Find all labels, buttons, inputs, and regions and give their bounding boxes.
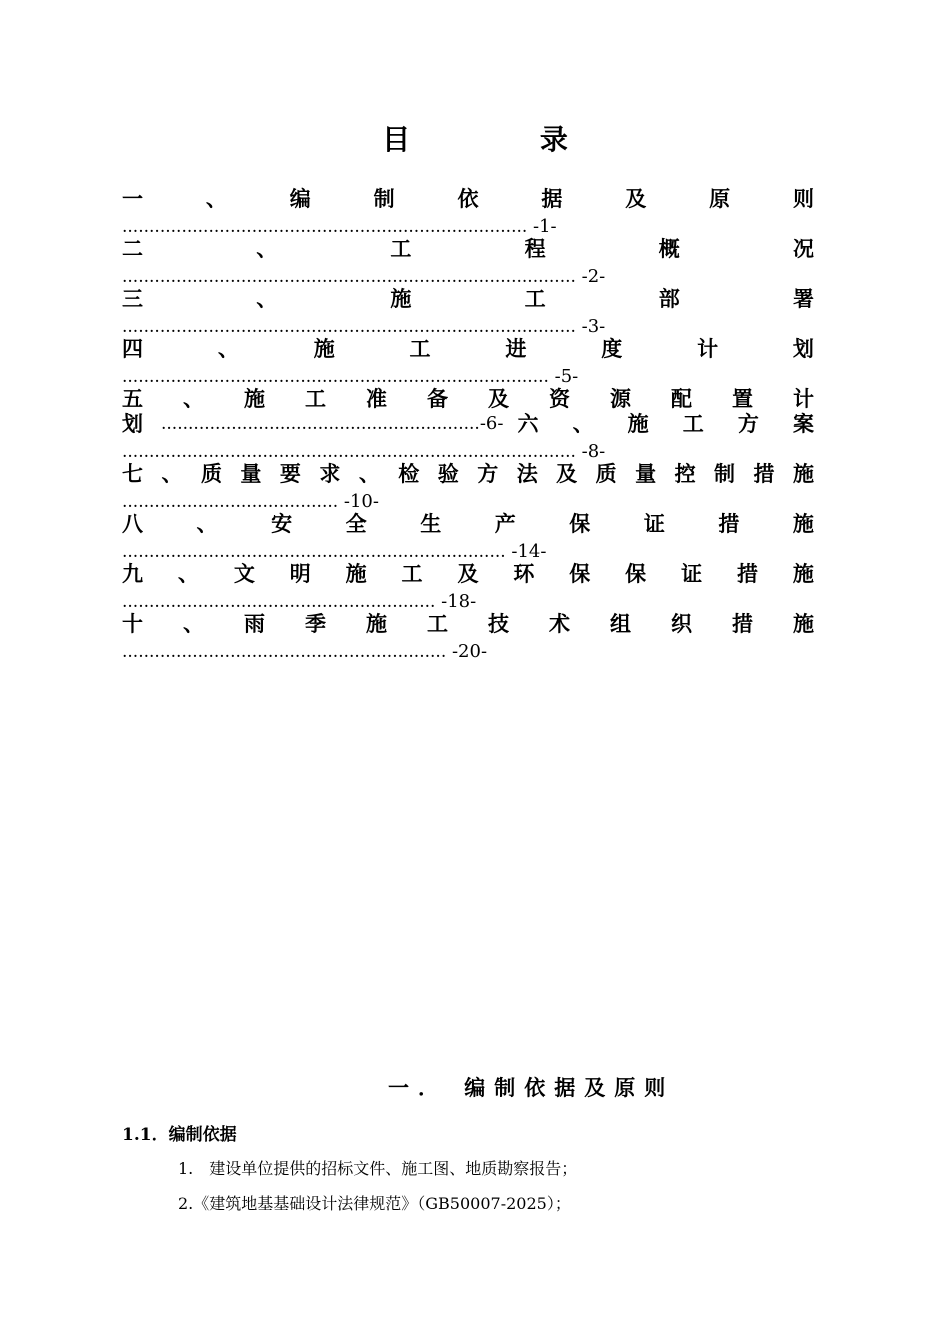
page-number: -14- xyxy=(505,541,547,562)
toc-char: 安 xyxy=(271,511,293,536)
toc-char: 、 xyxy=(205,186,227,211)
toc-char: 方 xyxy=(737,411,759,436)
toc-char: 施 xyxy=(627,411,649,436)
toc-char: 、 xyxy=(196,511,218,536)
toc-char: 工 xyxy=(390,236,412,261)
toc-char: 三 xyxy=(122,286,143,311)
toc-char: 季 xyxy=(305,611,326,636)
page-number: -10- xyxy=(338,491,379,512)
toc-char: 工 xyxy=(401,561,423,586)
toc-char: 九 xyxy=(122,561,143,586)
toc-entry-heading xyxy=(122,186,814,212)
leader-dots: ............................................................................... xyxy=(122,367,549,387)
toc-char: 五 xyxy=(122,386,143,411)
toc-char: 检 xyxy=(398,461,420,486)
toc-char: 工 xyxy=(409,336,431,361)
section-heading: 一． 编制依据及原则 xyxy=(388,1075,675,1100)
page-number: -2- xyxy=(575,266,606,287)
toc-char: 概 xyxy=(658,236,680,261)
toc-entry-heading xyxy=(122,286,814,312)
toc-char: 依 xyxy=(457,186,479,211)
toc-char: 、 xyxy=(183,611,204,636)
toc-char: 度 xyxy=(601,336,623,361)
toc-char: 、 xyxy=(358,461,380,486)
toc-char: 、 xyxy=(217,336,239,361)
toc-char: 产 xyxy=(494,511,516,536)
toc-title: 目 录 xyxy=(382,123,628,156)
toc-char: 六 xyxy=(517,411,539,436)
toc-char: 计 xyxy=(793,386,814,411)
toc-entry-heading xyxy=(122,236,814,262)
toc-char: 施 xyxy=(792,561,814,586)
toc-char: 施 xyxy=(792,511,814,536)
toc-char: 据 xyxy=(541,186,563,211)
leader-dots: ........................................................................... xyxy=(122,217,528,237)
toc-char: 明 xyxy=(289,561,311,586)
toc-char: 保 xyxy=(625,561,647,586)
toc-entry-heading xyxy=(122,386,814,412)
toc-char: 保 xyxy=(569,511,591,536)
page-number: -18- xyxy=(435,591,477,612)
page-number: -8- xyxy=(575,441,606,462)
leader-dots: .................................................................................... xyxy=(122,442,576,462)
toc-char: 组 xyxy=(610,611,631,636)
toc-entry-mixed xyxy=(122,411,814,437)
toc-char: 技 xyxy=(488,611,509,636)
leader-dots: ........................................ xyxy=(122,492,339,512)
toc-char: 八 xyxy=(122,511,143,536)
toc-entry-leader xyxy=(122,492,379,512)
toc-char: 措 xyxy=(718,511,740,536)
toc-entry-leader xyxy=(122,267,605,287)
toc-char: 织 xyxy=(671,611,692,636)
sub-heading: 1.1．编制依据 xyxy=(122,1125,237,1145)
leader-dots: ........................................................... xyxy=(161,414,480,434)
leader-dots: ............................................................ xyxy=(122,642,447,662)
toc-char: 一 xyxy=(122,186,143,211)
body-item-2: 2.《建筑地基基础设计法律规范》（GB50007-2025）； xyxy=(178,1194,571,1213)
toc-char: 工 xyxy=(305,386,326,411)
toc-char: 施 xyxy=(390,286,412,311)
toc-char: 进 xyxy=(505,336,527,361)
toc-char: 工 xyxy=(427,611,448,636)
toc-char: 措 xyxy=(736,561,758,586)
toc-char: 十 xyxy=(122,611,143,636)
toc-char: 证 xyxy=(643,511,665,536)
toc-char: 、 xyxy=(256,236,278,261)
page-number: -1- xyxy=(527,216,557,237)
toc-char: 编 xyxy=(289,186,311,211)
toc-char: 工 xyxy=(682,411,704,436)
toc-entry-leader xyxy=(122,217,557,237)
toc-char: 及 xyxy=(625,186,647,211)
leader-dots: .......................................................... xyxy=(122,592,436,612)
toc-char: 划 xyxy=(122,411,143,436)
toc-char: 及 xyxy=(457,561,479,586)
toc-char: 施 xyxy=(313,336,335,361)
toc-char: 制 xyxy=(714,461,736,486)
toc-entry-leader xyxy=(122,367,578,387)
leader-dots: .................................................................................... xyxy=(122,317,576,337)
page-number: -6- xyxy=(479,413,504,434)
toc-char: 全 xyxy=(345,511,367,536)
toc-entry-heading xyxy=(517,411,814,437)
toc-char: 要 xyxy=(279,461,301,486)
toc-char: 控 xyxy=(674,461,696,486)
toc-entry-heading xyxy=(122,561,814,587)
toc-entry-leader xyxy=(122,317,605,337)
toc-char: 及 xyxy=(488,386,509,411)
toc-char: 备 xyxy=(427,386,448,411)
toc-char: 原 xyxy=(709,186,731,211)
page-number: -20- xyxy=(446,641,488,662)
page-number: -3- xyxy=(575,316,606,337)
toc-char: 量 xyxy=(240,461,262,486)
toc-char: 保 xyxy=(569,561,591,586)
toc-char: 程 xyxy=(524,236,546,261)
toc-char: 施 xyxy=(792,461,814,486)
toc-char: 方 xyxy=(477,461,499,486)
toc-char: 、 xyxy=(572,411,594,436)
toc-char: 量 xyxy=(635,461,657,486)
toc-char: 划 xyxy=(792,336,814,361)
leader-dots: ....................................................................... xyxy=(122,542,506,562)
toc-char: 施 xyxy=(366,611,387,636)
toc-char: 生 xyxy=(420,511,442,536)
toc-char: 况 xyxy=(792,236,814,261)
toc-char: 、 xyxy=(183,386,204,411)
toc-char: 七 xyxy=(122,461,143,486)
toc-entry-leader xyxy=(122,442,605,462)
toc-entry-leader xyxy=(122,592,476,612)
toc-char: 雨 xyxy=(244,611,265,636)
toc-char: 文 xyxy=(233,561,255,586)
toc-char: 环 xyxy=(513,561,535,586)
toc-char: 置 xyxy=(732,386,753,411)
toc-char: 措 xyxy=(753,461,775,486)
toc-char: 求 xyxy=(319,461,341,486)
leader-dots: .................................................................................... xyxy=(122,267,576,287)
toc-char: 施 xyxy=(793,611,814,636)
toc-char: 计 xyxy=(697,336,719,361)
toc-char: 验 xyxy=(437,461,459,486)
toc-entry-heading xyxy=(122,461,814,487)
toc-char: 部 xyxy=(658,286,680,311)
toc-char: 施 xyxy=(345,561,367,586)
toc-char: 质 xyxy=(595,461,617,486)
toc-char: 、 xyxy=(256,286,278,311)
toc-char: 制 xyxy=(373,186,395,211)
page-number: -5- xyxy=(548,366,579,387)
toc-char: 资 xyxy=(549,386,570,411)
body-item-1: 1. 建设单位提供的招标文件、施工图、地质勘察报告； xyxy=(178,1159,578,1178)
toc-entry-heading xyxy=(122,336,814,362)
toc-char: 、 xyxy=(161,461,183,486)
toc-char: 工 xyxy=(524,286,546,311)
toc-char: 案 xyxy=(793,411,814,436)
toc-char: 准 xyxy=(366,386,387,411)
toc-char: 术 xyxy=(549,611,570,636)
toc-char: 则 xyxy=(793,186,814,211)
toc-entry-heading xyxy=(122,511,814,537)
toc-entry-leader xyxy=(122,642,487,662)
toc-char: 署 xyxy=(792,286,814,311)
toc-entry-leader xyxy=(122,542,546,562)
toc-char: 四 xyxy=(122,336,143,361)
toc-char: 二 xyxy=(122,236,143,261)
toc-char: 配 xyxy=(671,386,692,411)
toc-char: 施 xyxy=(244,386,265,411)
toc-char: 源 xyxy=(610,386,631,411)
toc-char: 法 xyxy=(516,461,538,486)
toc-entry-heading xyxy=(122,611,814,637)
toc-char: 质 xyxy=(200,461,222,486)
toc-char: 证 xyxy=(681,561,703,586)
toc-char: 措 xyxy=(732,611,753,636)
toc-char: 、 xyxy=(177,561,199,586)
toc-char: 及 xyxy=(556,461,578,486)
